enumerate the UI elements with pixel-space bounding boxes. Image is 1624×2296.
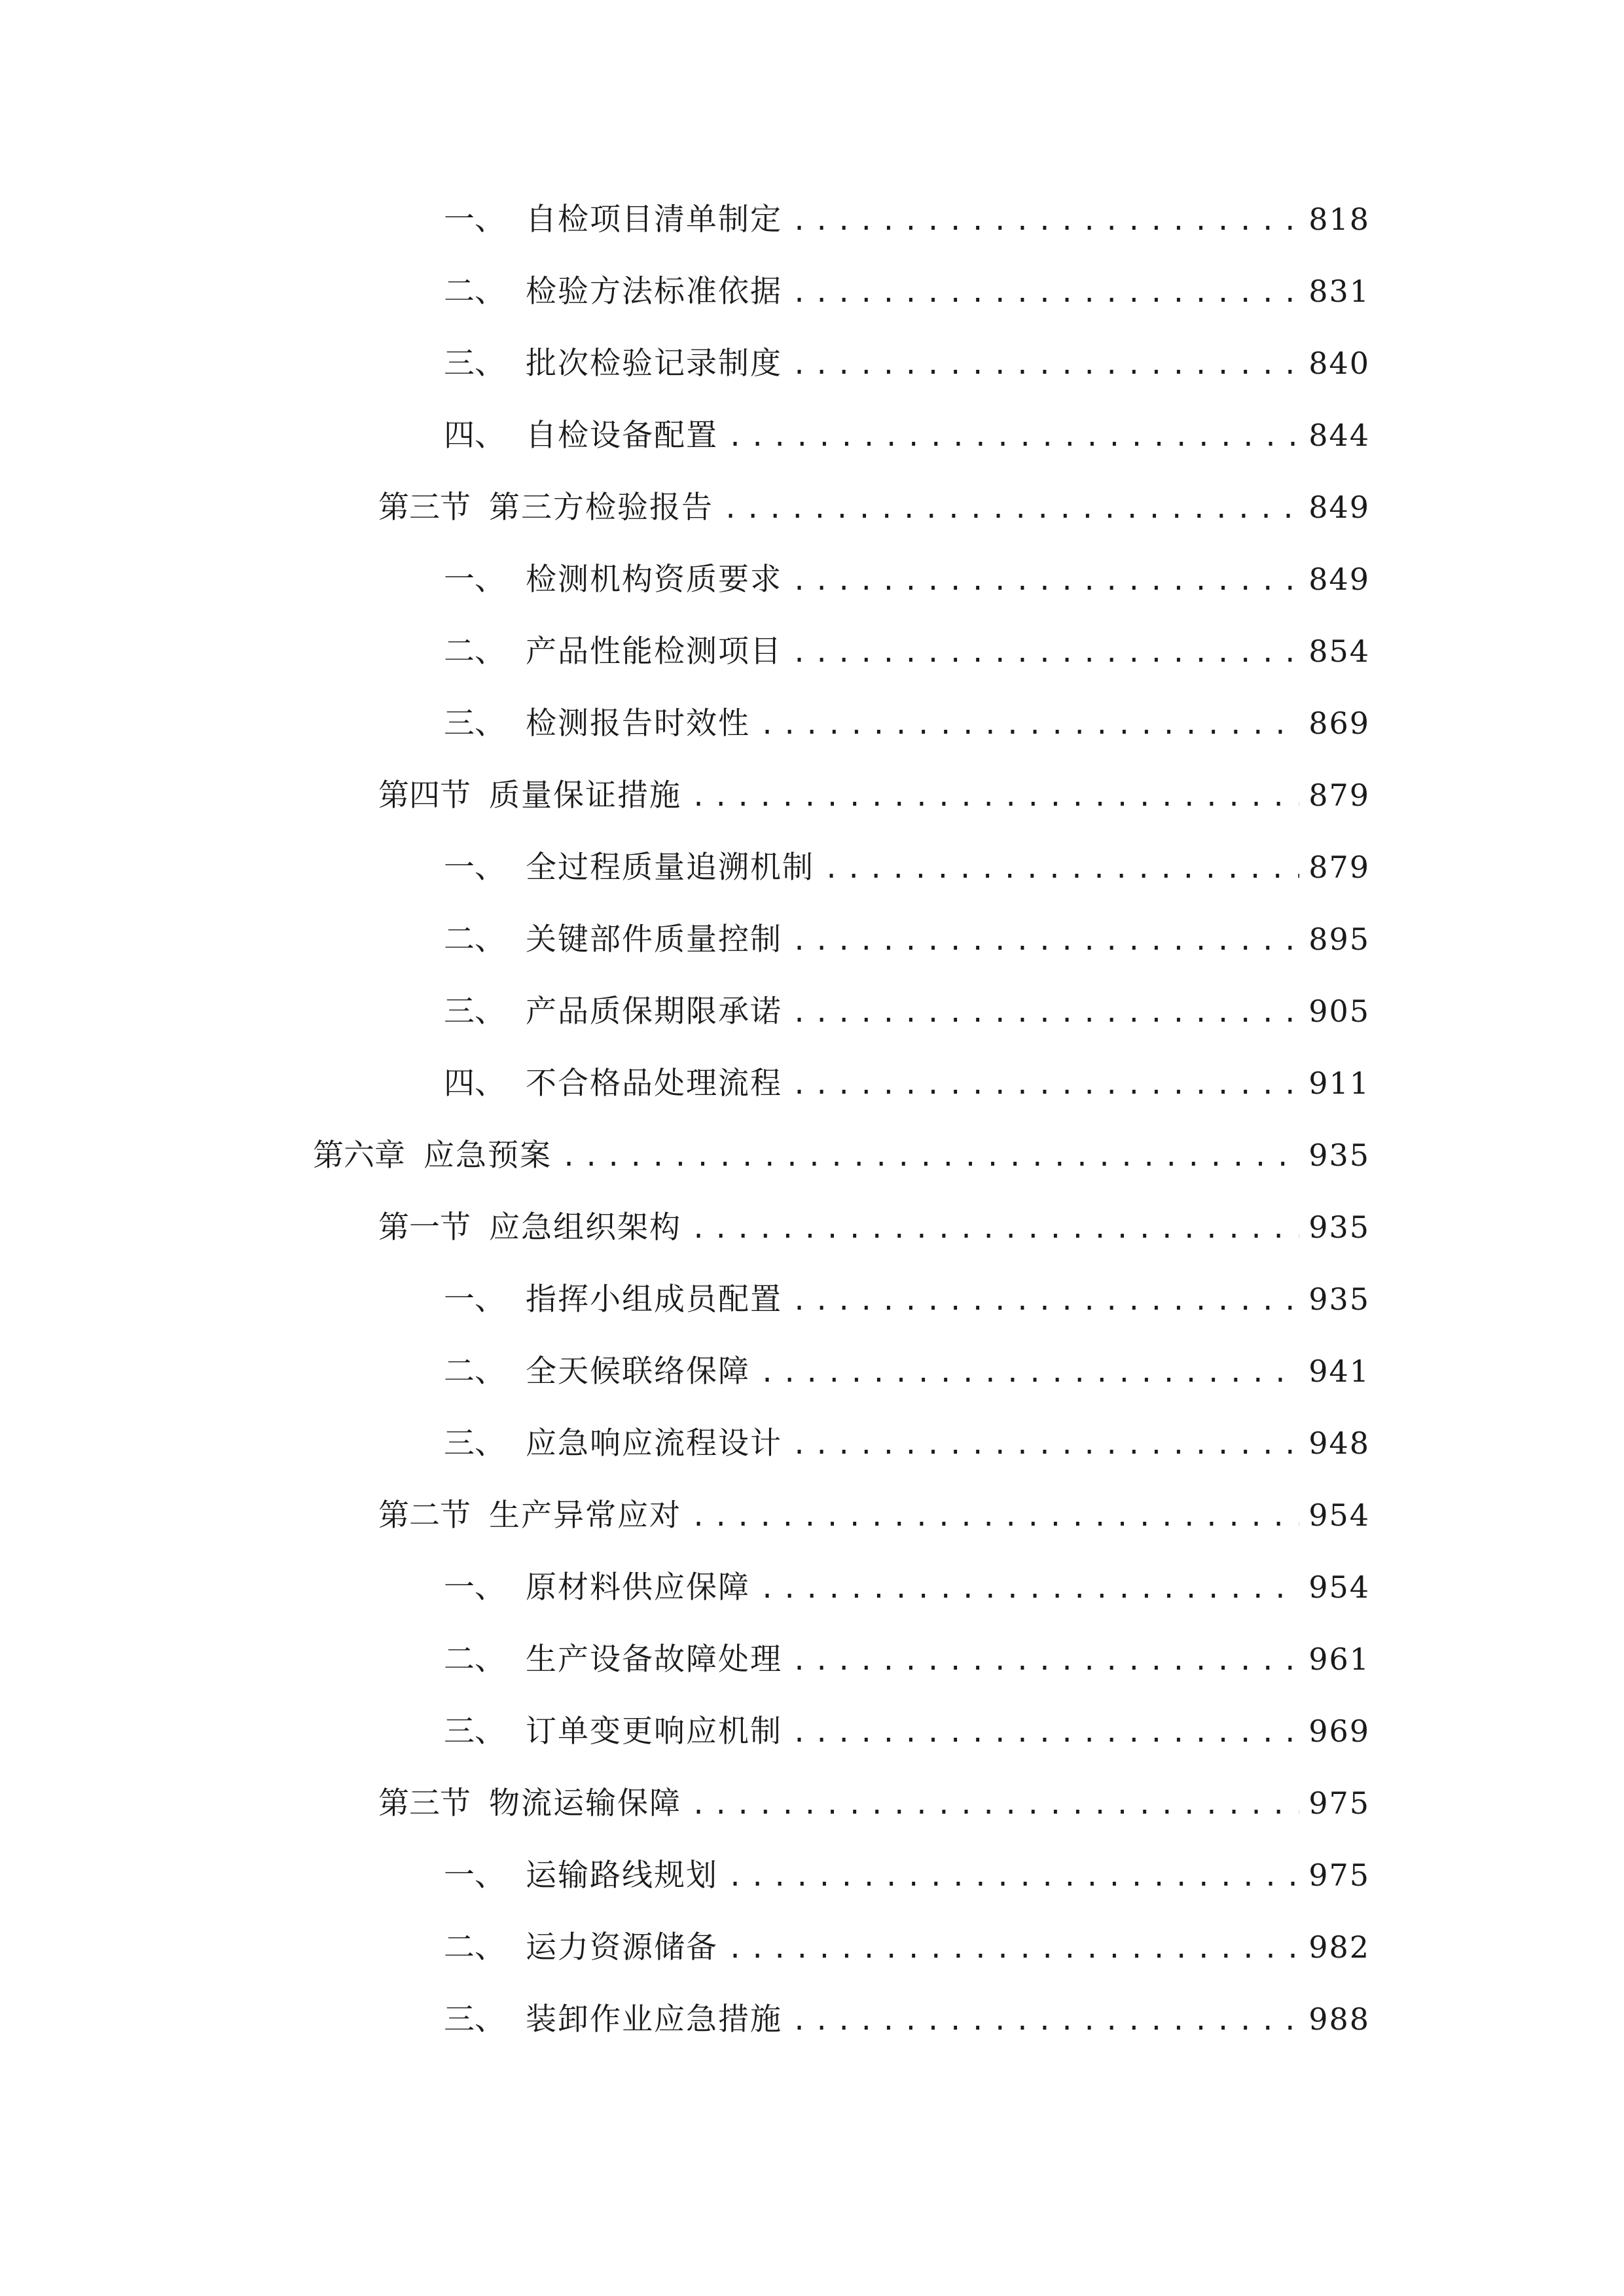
toc-entry-number: 一、: [444, 1282, 505, 1318]
toc-page-number: 879: [1308, 778, 1370, 813]
toc-dot-leader: [759, 1563, 1299, 1615]
toc-entry-number: 一、: [444, 850, 505, 886]
toc-entry-title: 自检项目清单制定: [526, 202, 782, 238]
toc-entry-title: 第三方检验报告: [489, 490, 713, 526]
toc-dot-leader: [727, 1851, 1299, 1903]
toc-entry[interactable]: [444, 697, 1370, 749]
toc-page-number: 935: [1308, 1282, 1370, 1317]
toc-entry-number: 一、: [444, 202, 505, 238]
toc-dot-leader: [791, 1635, 1299, 1687]
toc-dot-leader: [791, 1275, 1299, 1327]
toc-page-number: 954: [1308, 1498, 1370, 1533]
toc-entry-title: 检测机构资质要求: [526, 562, 782, 598]
toc-entry-title: 原材料供应保障: [526, 1570, 750, 1605]
toc-entry-title: 装卸作业应急措施: [526, 2001, 782, 2037]
toc-entry-number: 三、: [444, 1713, 505, 1749]
toc-dot-leader: [791, 1995, 1299, 2047]
toc-entry-title: 批次检验记录制度: [526, 346, 782, 382]
toc-dot-leader: [791, 1059, 1299, 1111]
toc-entry[interactable]: [444, 265, 1370, 317]
toc-entry-number: 三、: [444, 346, 505, 382]
toc-entry-number: 二、: [444, 1641, 505, 1677]
toc-entry[interactable]: [444, 1273, 1370, 1325]
toc-entry-number: 第三节: [378, 1785, 471, 1821]
toc-entry[interactable]: [378, 769, 1370, 821]
toc-entry-title: 全天候联络保障: [526, 1354, 750, 1390]
toc-entry[interactable]: [444, 553, 1370, 605]
toc-entry-number: 第四节: [378, 778, 471, 814]
toc-page-number: 831: [1308, 274, 1370, 309]
toc-entry[interactable]: [378, 1489, 1370, 1541]
toc-page-number: 935: [1308, 1138, 1370, 1173]
toc-entry-number: 四、: [444, 1066, 505, 1102]
toc-dot-leader: [691, 1203, 1299, 1255]
toc-page-number: 905: [1308, 994, 1370, 1029]
toc-entry-number: 二、: [444, 274, 505, 310]
toc-entry-number: 一、: [444, 562, 505, 598]
toc-dot-leader: [691, 1779, 1299, 1831]
toc-page-number: 840: [1308, 346, 1370, 381]
toc-entry-title: 订单变更响应机制: [526, 1713, 782, 1749]
toc-entry-title: 不合格品处理流程: [526, 1066, 782, 1102]
toc-entry[interactable]: [444, 985, 1370, 1037]
toc-page-number: 879: [1308, 850, 1370, 885]
toc-entry-number: 三、: [444, 1426, 505, 1462]
toc-dot-leader: [691, 771, 1299, 823]
toc-entry-number: 四、: [444, 418, 505, 454]
toc-entry-number: 第一节: [378, 1210, 471, 1246]
toc-entry[interactable]: [444, 1345, 1370, 1397]
toc-dot-leader: [791, 987, 1299, 1039]
toc-entry[interactable]: [444, 1921, 1370, 1973]
toc-page-number: 844: [1308, 418, 1370, 453]
toc-page-number: 854: [1308, 634, 1370, 669]
toc-dot-leader: [723, 483, 1299, 535]
toc-entry-title: 检测报告时效性: [526, 706, 750, 742]
toc-page-number: 895: [1308, 922, 1370, 957]
toc-page-number: 849: [1308, 562, 1370, 597]
toc-entry-title: 生产异常应对: [489, 1498, 681, 1534]
toc-dot-leader: [791, 627, 1299, 679]
toc-entry[interactable]: [378, 481, 1370, 533]
toc-entry-title: 质量保证措施: [489, 778, 681, 814]
toc-page-number: 911: [1308, 1066, 1370, 1101]
toc-entry[interactable]: [444, 409, 1370, 461]
toc-dot-leader: [791, 267, 1299, 319]
toc-entry-number: 二、: [444, 634, 505, 670]
toc-entry[interactable]: [444, 193, 1370, 245]
toc-dot-leader: [791, 1707, 1299, 1759]
toc-entry-title: 应急预案: [424, 1138, 552, 1174]
toc-entry-title: 关键部件质量控制: [526, 922, 782, 958]
toc-entry[interactable]: [444, 625, 1370, 677]
toc-page-number: 818: [1308, 202, 1370, 237]
toc-dot-leader: [791, 339, 1299, 391]
toc-entry-title: 运输路线规划: [526, 1857, 718, 1893]
toc-entry-title: 物流运输保障: [489, 1785, 681, 1821]
toc-page-number: 961: [1308, 1641, 1370, 1677]
toc-entry[interactable]: [444, 1633, 1370, 1685]
toc-dot-leader: [791, 555, 1299, 607]
toc-page-number: 954: [1308, 1570, 1370, 1605]
toc-entry-number: 二、: [444, 922, 505, 958]
toc-entry-title: 应急响应流程设计: [526, 1426, 782, 1462]
toc-entry-title: 产品性能检测项目: [526, 634, 782, 670]
toc-entry-title: 生产设备故障处理: [526, 1641, 782, 1677]
toc-page-number: 935: [1308, 1210, 1370, 1245]
toc-dot-leader: [727, 411, 1299, 463]
toc-dot-leader: [791, 195, 1299, 247]
toc-entry[interactable]: [444, 1561, 1370, 1613]
toc-entry-number: 第二节: [378, 1498, 471, 1534]
toc-dot-leader: [561, 1131, 1299, 1183]
toc-entry-title: 自检设备配置: [526, 418, 718, 454]
toc-entry-title: 检验方法标准依据: [526, 274, 782, 310]
toc-entry[interactable]: [444, 1057, 1370, 1109]
toc-page-number: 975: [1308, 1857, 1370, 1893]
toc-entry-title: 运力资源储备: [526, 1929, 718, 1965]
toc-dot-leader: [759, 699, 1299, 751]
toc-entry-number: 三、: [444, 994, 505, 1030]
toc-entry[interactable]: [444, 337, 1370, 389]
toc-page-number: 869: [1308, 706, 1370, 741]
toc-entry[interactable]: [444, 1849, 1370, 1901]
toc-page-number: 941: [1308, 1354, 1370, 1389]
toc-entry-title: 应急组织架构: [489, 1210, 681, 1246]
toc-entry-title: 全过程质量追溯机制: [526, 850, 814, 886]
toc-entry-number: 一、: [444, 1570, 505, 1605]
toc-entry[interactable]: [444, 1705, 1370, 1757]
toc-dot-leader: [759, 1347, 1299, 1399]
toc-dot-leader: [823, 843, 1299, 895]
toc-entry[interactable]: [444, 913, 1370, 965]
toc-entry-number: 二、: [444, 1929, 505, 1965]
toc-dot-leader: [791, 1419, 1299, 1471]
toc-page-number: 849: [1308, 490, 1370, 525]
toc-entry[interactable]: [444, 1417, 1370, 1469]
toc-entry[interactable]: [378, 1201, 1370, 1253]
toc-entry-number: 三、: [444, 2001, 505, 2037]
toc-page-number: 975: [1308, 1785, 1370, 1821]
toc-entry-title: 指挥小组成员配置: [526, 1282, 782, 1318]
toc-entry[interactable]: [378, 1777, 1370, 1829]
toc-entry-number: 二、: [444, 1354, 505, 1390]
toc-dot-leader: [791, 915, 1299, 967]
toc-page-number: 948: [1308, 1426, 1370, 1461]
toc-entry[interactable]: [444, 1993, 1370, 2045]
toc-entry-number: 第三节: [378, 490, 471, 526]
toc-entry-number: 三、: [444, 706, 505, 742]
toc-entry[interactable]: [313, 1129, 1370, 1181]
toc-entry-title: 产品质保期限承诺: [526, 994, 782, 1030]
toc-page-number: 969: [1308, 1713, 1370, 1749]
toc-entry-number: 第六章: [313, 1138, 405, 1174]
toc-dot-leader: [691, 1491, 1299, 1543]
toc-entry-number: 一、: [444, 1857, 505, 1893]
toc-page-number: 988: [1308, 2001, 1370, 2037]
toc-dot-leader: [727, 1923, 1299, 1975]
toc-entry[interactable]: [444, 841, 1370, 893]
toc-page-number: 982: [1308, 1929, 1370, 1965]
